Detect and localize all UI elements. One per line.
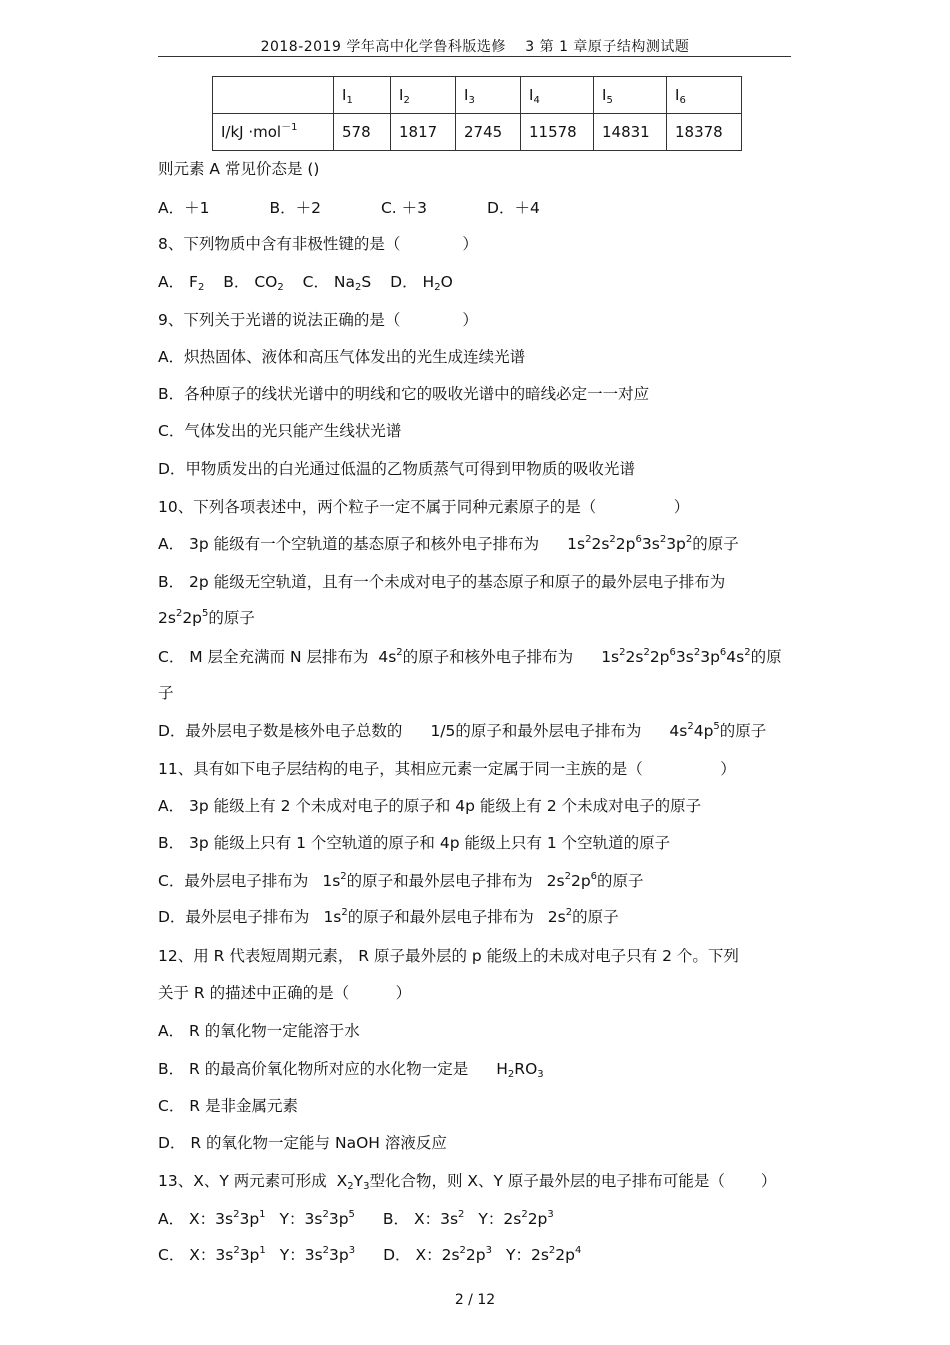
table-header-cell (334, 77, 391, 114)
header-rule (158, 56, 791, 57)
q13-b-y: Y： (478, 1210, 504, 1228)
header-symbol: I (602, 86, 607, 104)
ionization-energy-table (212, 76, 742, 151)
q8-option-b (223, 273, 283, 291)
q9-option-c: C．气体发出的光只能产生线状光谱 (158, 422, 402, 440)
q8-d-text2: O (440, 273, 453, 291)
q13-c-y: Y： (279, 1246, 305, 1264)
q8-d-text: D． H (390, 273, 435, 291)
q8-option-a (158, 273, 204, 291)
electron-config: $1s^2$ (322, 871, 347, 890)
page-number: 2 / 12 (454, 1292, 496, 1308)
q8-stem: 8、下列物质中含有非极性键的是（ ） (158, 235, 478, 253)
q10-option-a (158, 533, 798, 555)
table-header-cell (391, 77, 456, 114)
table-row (213, 114, 742, 151)
q10-option-b-cont (158, 607, 798, 629)
q8-c-text2: S (361, 273, 372, 291)
q13-stem-a: 13、X、Y 两元素可形成 (158, 1172, 327, 1190)
electron-config: $1s^22s^22p^63s^23p^2$ (567, 534, 693, 553)
q10-option-c-cont: 子 (158, 684, 174, 702)
header-sub: 6 (679, 95, 686, 106)
q8-a-text: A． F (158, 273, 198, 291)
q10-d-text2: 的原子和最外层电子排布为 (455, 722, 642, 740)
q13-options-cd: C． X：$3s^23p^1$ Y：$3s^23p^3$ D． X：$2s^22p^3$ Y：$2s^22p^4$ (158, 1245, 582, 1264)
q7-option-d: D．＋4 (487, 199, 540, 217)
q10-option-d (158, 720, 798, 742)
q12-option-a: A． R 的氧化物一定能溶于水 (158, 1022, 360, 1040)
table-cell: 578 (334, 114, 391, 151)
table-header-cell (521, 77, 594, 114)
chemical-formula: $H_2RO_3$ (496, 1060, 544, 1080)
q11-c-tail: 的原子 (597, 872, 644, 890)
q8-b-sub: 2 (277, 282, 284, 293)
header-sub: 5 (606, 95, 613, 106)
q8-option-d (390, 273, 453, 291)
q8-c-text: C． Na (302, 273, 356, 291)
q10-option-b: B． 2p 能级无空轨道，且有一个未成对电子的基态原子和原子的最外层电子排布为 (158, 573, 726, 591)
header-symbol: I (675, 86, 680, 104)
electron-config: $4s^2$ (378, 647, 403, 666)
q11-stem: 11、具有如下电子层结构的电子，其相应元素一定属于同一主族的是（ ） (158, 760, 736, 778)
q9-option-d: D．甲物质发出的白光通过低温的乙物质蒸气可得到甲物质的吸收光谱 (158, 460, 635, 478)
header-sub: 1 (346, 95, 353, 106)
q12-option-c: C． R 是非金属元素 (158, 1097, 298, 1115)
chemical-formula: $X_2Y_3$ (336, 1172, 370, 1192)
electron-config: $1s^2$ (323, 907, 348, 926)
q10-c-tail: 的原 (750, 648, 782, 666)
page-header: 2018-2019 学年高中化学鲁科版选修 3 第 1 章原子结构测试题 (260, 39, 690, 55)
table-cell: 18378 (667, 114, 742, 151)
q10-c-text2: 的原子和核外电子排布为 (402, 648, 574, 666)
q9-option-a: A．炽热固体、液体和高压气体发出的光生成连续光谱 (158, 348, 526, 366)
q11-c-text2: 的原子和最外层电子排布为 (346, 872, 533, 890)
q10-c-text1: C． M 层全充满而 N 层排布为 (158, 648, 369, 666)
table-header-cell (213, 77, 334, 114)
table-cell: 14831 (594, 114, 667, 151)
q12-option-b (158, 1058, 798, 1080)
q12-stem-cont: 关于 R 的描述中正确的是（ ） (158, 984, 412, 1002)
q11-option-d (158, 906, 798, 928)
row-label-text: I/kJ ·mol (221, 123, 282, 141)
q9-stem: 9、下列关于光谱的说法正确的是（ ） (158, 311, 478, 329)
q10-a-tail: 的原子 (692, 535, 739, 553)
q7-option-b: B．＋2 (269, 199, 321, 217)
q11-d-text1: D．最外层电子排布为 (158, 908, 310, 926)
electron-config: $2s^2$ (547, 907, 573, 926)
electron-config: $1s^22s^22p^63s^23p^64s^2$ (601, 647, 751, 666)
q10-stem: 10、下列各项表述中，两个粒子一定不属于同种元素原子的是（ ） (158, 498, 690, 516)
q12-stem: 12、用 R 代表短周期元素， R 原子最外层的 p 能级上的未成对电子只有 2 个。下列 (158, 947, 739, 965)
q7-stem: 则元素 A 常见价态是 () (158, 160, 320, 178)
q10-a-text: A． 3p 能级有一个空轨道的基态原子和核外电子排布为 (158, 535, 540, 553)
q10-b-tail: 的原子 (208, 609, 255, 627)
header-symbol: I (399, 86, 404, 104)
electron-config: $2s^22p^6$ (546, 871, 598, 890)
table-header-cell (594, 77, 667, 114)
q13-c-x: C． X： (158, 1246, 216, 1264)
q8-d-sub: 2 (434, 282, 441, 293)
q11-option-b: B． 3p 能级上只有 1 个空轨道的原子和 4p 能级上只有 1 个空轨道的原子 (158, 834, 671, 852)
q13-d-x: D． X： (383, 1246, 442, 1264)
q7-option-a: A．＋1 (158, 199, 210, 217)
row-label (213, 114, 334, 151)
q8-c-sub: 2 (355, 282, 362, 293)
table-cell: 11578 (521, 114, 594, 151)
q13-a-x: A． X： (158, 1210, 216, 1228)
table-cell: 1817 (391, 114, 456, 151)
q10-d-text1: D．最外层电子数是核外电子总数的 (158, 722, 403, 740)
q12-b-text: B． R 的最高价氧化物所对应的水化物一定是 (158, 1060, 469, 1078)
header-sub: 2 (403, 95, 410, 106)
q13-stem (158, 1170, 798, 1192)
q11-d-tail: 的原子 (572, 908, 619, 926)
q10-d-frac: 1/5 (430, 722, 456, 740)
q8-option-c (303, 273, 372, 291)
q7-option-c: C. ＋3 (380, 199, 428, 217)
header-symbol: I (529, 86, 534, 104)
q8-options (158, 271, 798, 293)
q12-option-d: D． R 的氧化物一定能与 NaOH 溶液反应 (158, 1134, 447, 1152)
header-symbol: I (342, 86, 347, 104)
q13-a-y: Y： (279, 1210, 305, 1228)
q11-d-text2: 的原子和最外层电子排布为 (347, 908, 534, 926)
q11-option-c (158, 870, 798, 892)
header-sub: 4 (533, 95, 540, 106)
table-cell: 2745 (456, 114, 521, 151)
q9-option-b: B．各种原子的线状光谱中的明线和它的吸收光谱中的暗线必定一一对应 (158, 385, 650, 403)
q8-a-sub: 2 (197, 282, 205, 293)
table-header-cell (667, 77, 742, 114)
q11-c-text1: C．最外层电子排布为 (158, 872, 309, 890)
q13-options-ab: A． X：$3s^23p^1$ Y：$3s^23p^5$ B． X：$3s^2$ Y：$2s^22p^3$ (158, 1209, 554, 1228)
q13-b-x: B． X： (382, 1210, 441, 1228)
table-header-row (213, 77, 742, 114)
header-sub: 3 (468, 95, 475, 106)
q11-option-a: A． 3p 能级上有 2 个未成对电子的原子和 4p 能级上有 2 个未成对电子的原子 (158, 797, 702, 815)
q7-options (158, 197, 798, 219)
q10-option-c (158, 646, 798, 668)
electron-config: $4s^24p^5$ (669, 721, 720, 740)
table-header-cell (456, 77, 521, 114)
q8-b-text: B． CO (223, 273, 278, 291)
electron-config: $2s^22p^5$ (158, 608, 209, 627)
q13-stem-b: 型化合物，则 X、Y 原子最外层的电子排布可能是（ ） (369, 1172, 777, 1190)
row-label-sup: －1 (281, 122, 298, 133)
header-symbol: I (464, 86, 469, 104)
q13-d-y: Y： (506, 1246, 531, 1264)
q10-d-tail: 的原子 (719, 722, 767, 740)
